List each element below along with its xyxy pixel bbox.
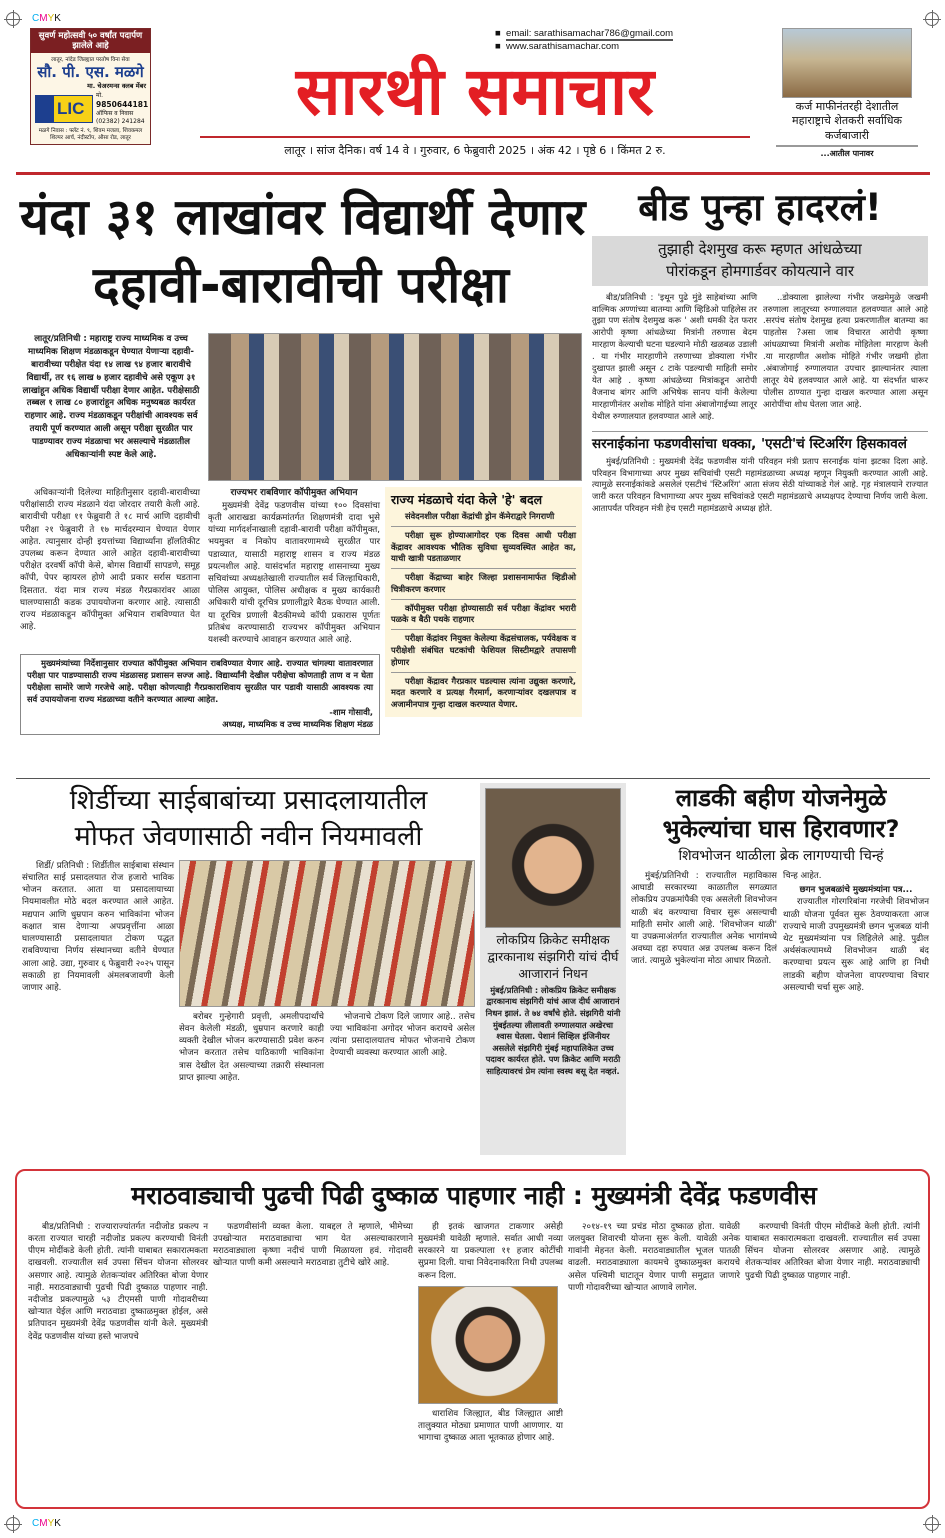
cmyk-y: Y xyxy=(47,1518,55,1529)
shirdi-story xyxy=(22,783,475,1086)
beed-col2 xyxy=(763,292,928,413)
change-item: परीक्षा सुरू होण्याआगोदर एक दिवस आधी परीक्षा केंद्रावर आवश्यक भौतिक सुविधा सुव्यवस्थित आहेत का, याची खात्री पडताळणार xyxy=(391,530,576,569)
registration-mark-icon xyxy=(925,12,939,26)
bottom-col1 xyxy=(28,1221,208,1345)
lead-col2-heading: राज्यभर राबविणार कॉपीमुक्त अभियान xyxy=(230,488,358,498)
lead-intro: लातूर/प्रतिनिधी : महाराष्ट्र राज्य माध्यमिक व उच्च माध्यमिक शिक्षण मंडळाकडून घेण्यात येणाऱ्या दहावी-बारावीच्या परीक्षेत यंदा १४ लाख ९४ हजार बारावीचे विद्यार्थी, तर १६ लाख ७ हजार दहावीचे असे एकूण ३१ लाखांहून अधिक विद्यार्थी परीक्षा देणार आहेत. परीक्षेसाठी तब्बल १ लाख ८० हजारांहून अधिक मनुष्यबळ कार्यरत राहणार आहे. राज्य मंडळाकडून परीक्षांची आवश्यक सर्व तयारी पूर्ण करण्यात आली असून परीक्षा सुरळीत पार पाडण्यावर राज्य मंडळाचा भर असल्याचे मंडळातील अधिकाऱ्यांनी स्पष्ट केले आहे. xyxy=(22,334,200,461)
ladki-headline-line2: भुकेल्यांचा घास हिरावणार? xyxy=(662,815,900,844)
shirdi-col1-text: शिर्डी/ प्रतिनिधी : शिर्डीतील साईबाबा संस्थान संचालित साई प्रसादलयात रोज हजारो भाविक भोजन करतात. आता या प्रसादलायाच्या नियमावलीत मोठे बदल करण्यात आले आहेत. मद्यपान आणि धुम्रपान करुन भाविकांना भोजन कक्षात त्रास देणाऱ्या अपप्रवृत्तींना आळा घालण्यासाठी प्रसादलायात टोकण पद्धत राबविण्याचा निर्णय संस्थानच्या वतीने घेण्यात आला आहे. उद्या, गुरुवार ६ फेब्रुवारी २०२५ पासून सकाळी हा नियमावली अंमलबजावणी केली जाणार आहे. xyxy=(22,860,174,993)
bottom-col3-text: ही इतकं खाजगत टाकणार असेही मुख्यमंत्री यावेळी म्हणाले. सर्वात आधी नव्या सरकारने या प्रकल्पाला ११ हजार कोटींची सुप्रमा दिली. याचा निवेदनाकरिता निधी उपलब्ध करून दिला. xyxy=(418,1221,563,1281)
shirdi-col1 xyxy=(22,860,174,996)
sarnaik-body-text: मुंबई/प्रतिनिधी : मुख्यमंत्री देवेंद्र फडणवीस यांनी परिवहन मंत्री प्रताप सरनाईक यांना झटका दिला आहे. परिवहन विभागाच्या अपर मुख्य सचिवांची एसटी महामंडळाच्या अध्यक्ष म्हणून नियुक्ती करण्यात आली आहे. त्यामुळे सरनाईकांकडे असलेलं एसटीचं 'स्टिअरिंग' आता संजय सेठी यांच्याकडे गेलं आहे. गृह मंत्रालयाने राज्यात जारी करत परिवहन विभागाच्या अपर मुख्य सचिवांकडे एसटी महामंडळाचे अध्यक्षपद देण्याचा निर्णय जारी केला. आतापर्यंत परिवहन मंत्री हेच एसटी महामंडळाचे अध्यक्ष होते. xyxy=(592,455,928,514)
masthead-rule xyxy=(200,136,750,138)
beed-col1-text: बीड/प्रतिनिधी : 'इथून पुढे मुंडे साहेबांच्या आणि वाल्मिक अण्णांच्या बातम्या आणि व्हिडिओ पाहिलेस तर तुझा पण संतोष देशमुख करू ' अशी धमकी देत फरार आरोपी कृष्णा आंधळेच्या मित्रांनी तरुणास बेदम मारहाण केल्याची घटना घडल्याने मोठी खळबळ उडाली . या गंभीर मारहाणीने तरुणाच्या डोक्याला गंभीर दुखापत झाली असून ८ टाके पडल्याची माहिती समोर येत आहे . कृष्णा आंधळेच्या मित्रांकडून आरोपी वैजनाथ बांगर आणि अभिषेक सानप यांनी केलेल्या मारहाणीनंतर अशोक मोहिते यांना अंबाजोगाईच्या लातूर येथील रुग्णालयात हलवण्यात आले आहे. xyxy=(592,291,757,421)
ad-mobile: 9850644181 xyxy=(96,100,149,110)
shirdi-col3 xyxy=(330,1011,475,1062)
ladki-col2-text: चिन्ह आहेत. xyxy=(783,870,822,881)
middle-stories xyxy=(22,783,930,1161)
shirdi-col3-text: भोजनाचे टोकण दिले जाणार आहे.. तसेच ज्या भाविकांना अगोदर भोजन करायचे असेल त्यांना प्रसादालयातच मोफत भोजनाचे टोकण देण्याची व्यवस्था करण्यात आली आहे. xyxy=(330,1011,475,1059)
ad-name: सौ. पी. एस. मळगे xyxy=(37,63,144,82)
bottom-col5-text: करण्याची विनंती पीएम मोदींकडे केली होती. त्यांनी याबाबत सकारात्मकता दाखवली. राज्यातील सर्व उपसा सिंचन योजना सोलरवर असणार आहे. त्यामुळे शेतकऱ्यांवर अतिरिक्त बोजा येणार नाही. मराठवाड्याची पुढची पिढी दुष्काळ पाहणार नाही. xyxy=(745,1221,920,1281)
lead-headline-line1: यंदा ३१ लाखांवर विद्यार्थी देणार xyxy=(20,188,586,246)
teaser-caption[interactable]: कर्ज माफीनंतरही देशातील महाराष्ट्राचे शेतकरी सर्वाधिक कर्जबाजारी xyxy=(776,98,918,147)
dateline: लातूर । सांज दैनिक। वर्ष 14 वे । गुरुवार, 6 फेब्रुवारी 2025 । अंक 42 । पृष्ठे 6 । किंमत 2 रु. xyxy=(284,144,666,157)
cmyk-c: C xyxy=(32,1518,40,1529)
sanzgiri-headline: लोकप्रिय क्रिकेट समीक्षक द्वारकानाथ संझगिरी यांचं दीर्घ आजारानं निधन xyxy=(487,932,619,981)
beed-col1 xyxy=(592,292,757,425)
cmyk-m: M xyxy=(39,1518,48,1529)
shirdi-col2 xyxy=(179,1011,324,1086)
sanzgiri-photo xyxy=(485,788,621,928)
ladki-col2-heading: छगन भुजबळांचे मुख्यमंत्र्यांना पत्र... xyxy=(799,885,913,896)
bottom-col4-text: २०१४-१९ च्या प्रचंड मोठा दुष्काळ होता. यावेळी जलयुक्त शिवारची योजना सुरू केली. यावेळी अनेक गावांनी मेहनत केली. मराठवाड्यातील भूजल पातळी वाढली. मराठवाड्याला कायमचे दुष्काळमुक्त करायचे असेल पश्चिमी घाटातून येणार पाणी समुद्रात जाणारे पाणी गोदावरीच्या खोऱ्यात आणावे लागेल. xyxy=(568,1221,740,1293)
sanzgiri-box xyxy=(480,783,626,1155)
ad-address: मळगे निवास : फ्लॅट नं. ९, शिवम मजला, शिवकमल शिल्पर आर्च, नंदीस्टॉप, औसा रोड, लातूर xyxy=(38,127,143,141)
change-item: संवेदनशील परीक्षा केंद्रांची ड्रोन कॅमेराद्वारे निगराणी xyxy=(391,511,576,527)
ladki-subhead: शिवभोजन थाळीला ब्रेक लागण्याची चिन्हं xyxy=(678,848,884,865)
changes-box xyxy=(385,487,582,717)
lead-col1-text: अधिकाऱ्यांनी दिलेल्या माहितीनुसार दहावी-बारावीच्या परीक्षांसाठी राज्य मंडळाने यंदा जोरदार तयारी केली आहे. बारावीची परीक्षा ११ फेब्रुवारी ते १८ मार्च आणि दहावीची परीक्षा २१ फेब्रुवारी ते १७ मार्चदरम्यान घेण्यात येणार आहेत. त्यानुसार दोन्ही इयत्तांच्या विद्यार्थ्यांना हॉलतिकीट उपलब्ध करून देण्यात आले आहेत दहावी-बारावीच्या परीक्षेत दरवर्षी कॉपी केसे, बोगस विद्यार्थी सापडणे, समूह कॉपी, पेपर व्हायरल होणे आदी प्रकार सर्रास घडताना दिसतात. यंदा मात्र राज्य मंडळ गैरप्रकारांवर आळा घालण्यासाठी कडक उपाययोजना करणार आहे. त्यासाठी राज्य मंडळाकडून कॉपीमुक्त अभियान राबविण्यात येत आहे. xyxy=(20,488,200,633)
change-item: परीक्षा केंद्राच्या बाहेर जिल्हा प्रशासनामार्फत व्हिडीओ चित्रीकरण करणार xyxy=(391,572,576,600)
lic-emblem-icon xyxy=(36,96,54,122)
registration-mark-icon xyxy=(6,1517,20,1531)
teaser-note: ...आतील पानावर xyxy=(820,148,874,158)
bottom-col3 xyxy=(418,1221,563,1282)
lead-story xyxy=(20,184,586,735)
title-holder xyxy=(195,54,755,134)
bottom-col3b-text: धाराशिव जिल्ह्यात, बीड जिल्ह्यात आष्टी तालुक्यात मोठ्या प्रमाणात पाणी आणणार. या भागाचा दुष्काळ आता भूतकाळ होणार आहे. xyxy=(418,1408,563,1444)
cmyk-mark-bottom xyxy=(32,1518,61,1529)
lead-col2-text: मुख्यमंत्री देवेंद्र फडणवीस यांच्या १०० दिवसांचा कृती आराखडा कार्यक्रमांतर्गत शिक्षणमंत्री दादा भुसे यांच्या मार्गदर्शनाखाली दहावी-बारावी परीक्षा कॉपीमुक्त, भयमुक्त व निकोप वातावरणामध्ये सुरळीत पार पडाव्यात, यासाठी महाराष्ट्र शासन व राज्य मंडळ प्रयत्नशील आहे. यासंदर्भात महाराष्ट्र शासनाच्या मुख्य सचिवांच्या अध्यक्षतेखाली राज्यातील सर्व जिल्हाधिकारी, पोलिस आयुक्त, पोलिस अधीक्षक व मुख्य कार्यकारी अधिकारी यांची दूरचित्र प्रणालीद्वारे बैठक घेण्यात आली. या दूरचित्र प्रणाली बैठकीमध्ये कॉपी प्रकारास पूर्णतः प्रतिबंध करण्यासाठी राज्यभर कॉपीमुक्त अभियान यशस्वी करण्याचे आवाहन करण्यात आले आहे. xyxy=(208,500,380,645)
bottom-col5 xyxy=(745,1221,920,1284)
change-item: परीक्षा केंद्रावर गैरप्रकार घडल्यास त्यांना उद्युक्त करणारे, मदत करणारे व प्रत्यक्ष गैरमार्ग, करणाऱ्यांवर दखलपात्र व अजामीनपात्र गुन्हा दाखल करण्यात येणार. xyxy=(391,675,576,710)
farmer-photo xyxy=(782,28,912,98)
changes-box-title: राज्य मंडळाचे यंदा केले 'हे' बदल xyxy=(391,492,543,507)
contact-info xyxy=(495,28,673,54)
fadnavis-photo xyxy=(418,1286,558,1404)
bottom-headline: मराठवाड्याची पुढची पिढी दुष्काळ पाहणार नाही : मुख्यमंत्री देवेंद्र फडणवीस xyxy=(131,1181,817,1210)
website-link[interactable]: www.sarathisamachar.com xyxy=(506,40,620,52)
beed-story xyxy=(592,184,928,517)
sanzgiri-body: मुंबई/प्रतिनिधी : लोकप्रिय क्रिकेट समीक्षक द्वारकानाथ संझगिरी यांचं आज दीर्घ आजारानं निधन झालं. ते ७४ वर्षांचे होते. संझगिरी यांनी मुंबईतल्या लीलावती रुग्णालयात अखेरचा श्वास घेतला. पेशानं सिव्हिल इंजिनीयर असलेले संझगिरी मुंबई महापालिकेत उच्च पदावर कार्यरत होते. पण क्रिकेट आणि मराठी साहित्यावरचं प्रेम त्यांना स्वस्थ बसू देत नव्हतं. xyxy=(485,984,621,1077)
bullet-icon: ■ xyxy=(495,40,507,52)
beed-col2-text: ..डोक्याला झालेल्या गंभीर जखमेमुळे जखमी तरुणाला लातूरच्या रुग्णालयात हलवण्यात आले आहे .सरपंच संतोष देशमुख हत्या प्रकरणातील बातम्या का पाहतोस ?असा जाब विचारत आरोपी कृष्णा आंधळ्याच्या मित्रांनी अशोक मोहितेला मारहाण केली .या मारहाणीत अशोक मोहिते गंभीर जखमी होता .अंबाजोगाई रुग्णालयात उपचार झाल्यानंतर त्याला लातूर येथे हलवण्यात आले आहे. या संदर्भात धारूर पोलीस ठाण्यात गुन्हा दाखल करण्यात आला असून आरोपींचा शोध घेतला जात आहे. xyxy=(763,291,928,409)
page-footer xyxy=(0,1509,945,1537)
quote-role: अध्यक्ष, माध्यमिक व उच्च माध्यमिक शिक्षण मंडळ xyxy=(222,719,373,730)
sarnaik-headline: सरनाईकांना फडणवीसांचा धक्का, 'एसटी'चं स्टिअरिंग हिसकावलं xyxy=(592,435,907,452)
bottom-col4 xyxy=(568,1221,740,1296)
ladki-col1 xyxy=(631,870,777,970)
lead-col2 xyxy=(208,487,380,648)
ad-mobile-label: मो. xyxy=(96,92,104,100)
registration-mark-icon xyxy=(6,12,20,26)
ladki-col1-text: मुंबई/प्रतिनिधी : राज्यातील महाविकास आघाडी सरकारच्या काळातील सगळ्यात लोकप्रिय उपक्रमांपैकी एक असलेली शिवभोजन थाळी बंद करण्याचा विचार सुरू असल्याची माहिती समोर आली आहे. 'शिवभोजन थाळी' या उपक्रमाअंतर्गत राज्यातील अनेक भागांमध्ये अवघ्या दहा रुपयात अन्न उपलब्ध करून दिलं जातं. त्यामुळे भुकेल्यांना मोठा आधार मिळतो. xyxy=(631,870,777,967)
newspaper-title: सारथी समाचार xyxy=(295,53,655,130)
ladki-col2 xyxy=(783,870,929,996)
lead-col1 xyxy=(20,487,200,635)
email-link[interactable]: email: sarathisamachar786@gmail.com xyxy=(506,28,674,39)
cmyk-k: K xyxy=(54,13,61,24)
exam-hall-photo xyxy=(208,333,582,481)
cmyk-m: M xyxy=(39,13,48,24)
quote-author: -शाम गोसावी, xyxy=(329,707,373,718)
cmyk-y: Y xyxy=(47,13,55,24)
shirdi-headline xyxy=(22,783,475,856)
bottom-col2 xyxy=(213,1221,413,1272)
bottom-col1-text: बीड/प्रतिनिधी : राज्याराज्यांतर्गत नदीजोड प्रकल्प न करता राज्यात चारही नदीजोड प्रकल्प करण्याची विनंती पीएम मोदींकडे केली होती. त्यांनी याबाबत सकारात्मकता दाखवली. राज्यातील सर्व उपसा सिंचन योजना सोलरवर असणार आहे. त्यामुळे शेतकऱ्यांवर अतिरिक्त बोजा येणार नाही. मराठवाड्याची पुढची पिढी दुष्काळ पाहणार नाही. नदीजोड प्रकल्पामुळे ५३ टीएमसी पाणी गोदावरीच्या खोऱ्यात येईल आणि मराठवाडा दुष्काळमुक्त होईल, असे प्रतिपादन मुख्यमंत्री देवेंद्र फडणवीस यांनी केले. मुख्यमंत्री देवेंद्र फडणवीस यांच्या हस्ते भाजपचे xyxy=(28,1221,208,1342)
cmyk-k: K xyxy=(54,1518,61,1529)
beed-headline: बीड पुन्हा हादरलं! xyxy=(638,186,882,229)
bullet-icon: ■ xyxy=(495,28,507,39)
shirdi-headline-line2: मोफत जेवणासाठी नवीन नियमावली xyxy=(74,821,423,853)
cmyk-mark xyxy=(32,13,61,24)
cmyk-c: C xyxy=(32,13,40,24)
lic-logo xyxy=(35,95,93,123)
teaser[interactable] xyxy=(776,28,918,159)
shirdi-headline-line1: शिर्डीच्या साईबाबांच्या प्रसादलायातील xyxy=(69,785,428,816)
shirdi-col2-text: बरोबर गुन्हेगारी प्रवृत्ती, अमलीपदार्थांचे सेवन केलेली मंडळी, धुम्रपान करणारे काही व्यक्ती देखील भोजन करण्यासाठी प्रवेश करुन भोजन करतात तसेच याठिकाणी भाविकांना त्रास देखील देत असल्याच्या तक्रारी संस्थानला प्राप्त झाल्या आहेत. xyxy=(179,1011,324,1083)
bottom-story-box xyxy=(15,1169,930,1509)
registration-mark-icon xyxy=(925,1517,939,1531)
header-rule xyxy=(16,172,930,175)
ladki-headline-line1: लाडकी बहीण योजनेमुळे xyxy=(675,784,887,812)
lead-headline xyxy=(20,184,586,319)
ladki-story xyxy=(631,783,931,996)
sarnaik-body xyxy=(592,456,928,516)
change-item: परीक्षा केंद्रांवर नियुक्त केलेल्या केंद्रसंचालक, पर्यवेक्षक व परीक्षेशी संबंधित घटकांची फेशियल सिस्टीमद्वारे तपासणी होणार xyxy=(391,633,576,672)
ad-line: लातूर, नांदेड जिल्ह्यात परतोष विना सेवा xyxy=(51,57,130,64)
quote-box xyxy=(20,654,380,735)
divider xyxy=(592,431,928,432)
dateline-holder xyxy=(200,143,750,158)
top-stories xyxy=(20,184,930,772)
ladki-headline xyxy=(631,783,931,845)
lic-advertisement xyxy=(30,28,151,145)
beed-subhead-line1: तुझाही देशमुख करू म्हणत आंधळेच्या xyxy=(658,240,862,259)
bottom-col2-text: फडणवीसांनी व्यक्त केला. याबद्दल ते म्हणाले, भीमेच्या उपखोऱ्यात मराठवाड्याचा भाग येत असल्याकारणाने मराठवाड्याला कृष्णा नदीचं पाणी मिळायला हवं. गोदावरी खोऱ्यात पाणी कमी असल्याने मराठवाडा तुटीचे खोरे आहे. xyxy=(213,1221,413,1269)
bottom-col3b xyxy=(418,1408,563,1445)
ad-role: मा. चेअरमन्स क्लब मेंबर xyxy=(87,82,146,91)
lead-headline-line2: दहावी-बारावीची परीक्षा xyxy=(93,255,509,314)
prasadalaya-photo xyxy=(179,860,475,1007)
beed-subhead-line2: पोरांकडून होमगार्डवर कोयत्याने वार xyxy=(666,261,854,280)
quote-text: मुख्यमंत्र्यांच्या निर्देशानुसार राज्यात कॉपीमुक्त अभियान राबविण्यात येणार आहे. राज्यात चांगल्या वातावरणात परीक्षा पार पाडण्यासाठी राज्य मंडळासह प्रशासन सज्ज आहे. विद्यार्थ्यांनी देखील परीक्षेचा कोणताही ताण व न घेता परीक्षेला सामोरे जाणे गरजेचे आहे. परीक्षा कोणत्याही गैरप्रकाराशिवाय सुरळीत पार पडावी यासाठी आवश्यक त्या सर्व उपाययोजना राज्य मंडळाच्या वतीने करण्यात आल्या आहेत. xyxy=(27,658,373,704)
change-item: कॉपीमुक्त परीक्षा होण्यासाठी सर्व परीक्षा केंद्रांवर भरारी पळके व बैठी पथके राहणार xyxy=(391,603,576,631)
ad-office-label: ऑफिस व निवास xyxy=(96,109,134,117)
ladki-col2-body: राज्यातील गोरगरिबांना गरजेची शिवभोजन थाळी योजना पूर्ववत सुरू ठेवण्याकरता आज राज्याचे माजी उपमुख्यमंत्री छगन भुजबळ यांनी थेट मुख्यमंत्र्यांना पत्र लिहिलेले आहे. पुढील अर्थसंकल्पामध्ये शिवभोजन थाळी बंद करण्याचा प्रयत्न सुरू आहे आणि हा निधी लाडकी बहीण योजनेला वापरण्याचा विचार असल्याची चर्चा सुरू आहे. xyxy=(783,897,929,993)
section-divider xyxy=(16,778,930,779)
page-header xyxy=(0,0,945,176)
ad-office: (02382) 241284 xyxy=(96,117,145,125)
ad-banner: सुवर्ण महोत्सवी ५० वर्षांत पदार्पण झालेले आहे xyxy=(31,29,150,53)
beed-subhead xyxy=(592,236,928,286)
lic-logo-text: LIC xyxy=(57,98,85,118)
